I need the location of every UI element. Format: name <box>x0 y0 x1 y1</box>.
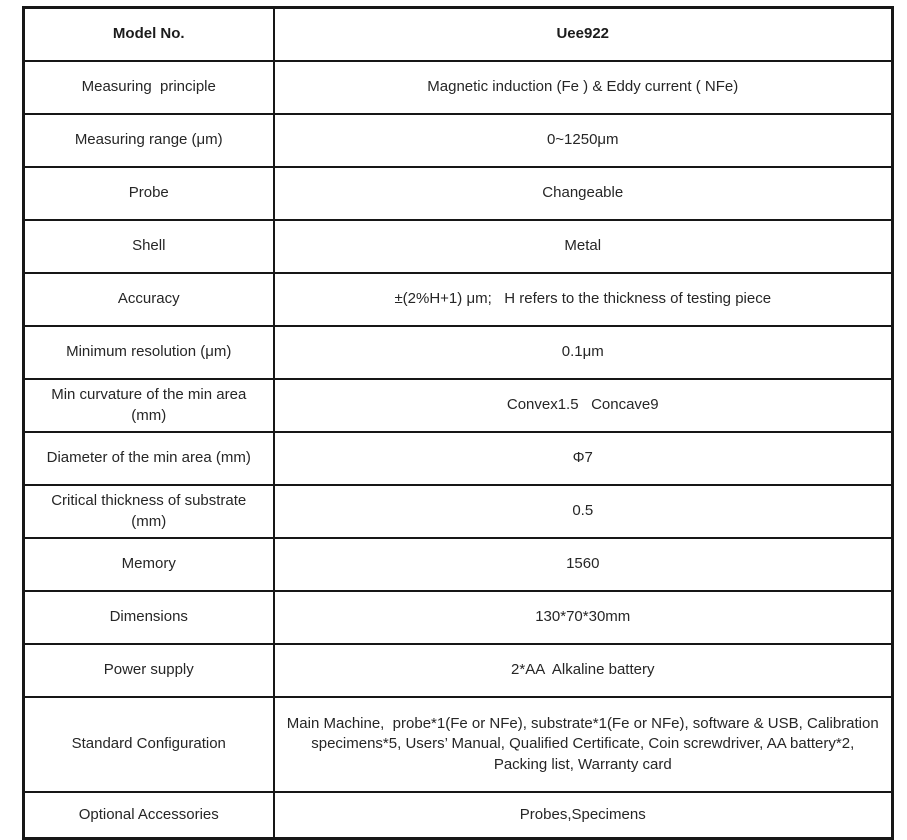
spec-value-cell: Φ7 <box>274 432 893 485</box>
spec-label-cell: Diameter of the min area (mm) <box>24 432 274 485</box>
spec-value-cell: Magnetic induction (Fe ) & Eddy current ( NFe) <box>274 61 893 114</box>
spec-label-cell: Min curvature of the min area (mm) <box>24 379 274 432</box>
table-row <box>24 220 893 273</box>
spec-label-cell: Memory <box>24 538 274 591</box>
spec-value-cell: ±(2%H+1) μm; H refers to the thickness of testing piece <box>274 273 893 326</box>
spec-value-cell: 0~1250μm <box>274 114 893 167</box>
table-row <box>24 326 893 379</box>
spec-value-cell: Main Machine, probe*1(Fe or NFe), substrate*1(Fe or NFe), software & USB, Calibration specimens*5, Users’ Manual, Qualified Certificate, Coin screwdriver, AA battery*2, Packing list, Warranty card <box>274 697 893 792</box>
table-row <box>24 114 893 167</box>
spec-value-cell: Probes,Specimens <box>274 792 893 839</box>
spec-label-cell: Minimum resolution (μm) <box>24 326 274 379</box>
spec-label-cell: Probe <box>24 167 274 220</box>
table-row <box>24 697 893 792</box>
spec-value-cell: 0.5 <box>274 485 893 538</box>
spec-value-cell: Uee922 <box>274 8 893 62</box>
spec-value-cell: Convex1.5 Concave9 <box>274 379 893 432</box>
spec-value-cell: 2*AA Alkaline battery <box>274 644 893 697</box>
spec-label-cell: Model No. <box>24 8 274 62</box>
spec-value-cell: Changeable <box>274 167 893 220</box>
spec-value-cell: Metal <box>274 220 893 273</box>
spec-label-cell: Standard Configuration <box>24 697 274 792</box>
table-row <box>24 432 893 485</box>
table-row <box>24 792 893 839</box>
spec-label-cell: Dimensions <box>24 591 274 644</box>
spec-label-cell: Measuring range (μm) <box>24 114 274 167</box>
spec-label-cell: Shell <box>24 220 274 273</box>
spec-label-cell: Measuring principle <box>24 61 274 114</box>
table-row <box>24 8 893 62</box>
spec-table-body <box>24 8 893 839</box>
spec-value-cell: 1560 <box>274 538 893 591</box>
table-row <box>24 379 893 432</box>
spec-value-cell: 130*70*30mm <box>274 591 893 644</box>
spec-value-cell: 0.1μm <box>274 326 893 379</box>
table-row <box>24 644 893 697</box>
table-row <box>24 485 893 538</box>
spec-table <box>22 6 894 840</box>
spec-label-cell: Critical thickness of substrate (mm) <box>24 485 274 538</box>
spec-label-cell: Power supply <box>24 644 274 697</box>
spec-label-cell: Accuracy <box>24 273 274 326</box>
table-row <box>24 538 893 591</box>
table-row <box>24 273 893 326</box>
table-row <box>24 167 893 220</box>
spec-label-cell: Optional Accessories <box>24 792 274 839</box>
table-row <box>24 61 893 114</box>
table-row <box>24 591 893 644</box>
